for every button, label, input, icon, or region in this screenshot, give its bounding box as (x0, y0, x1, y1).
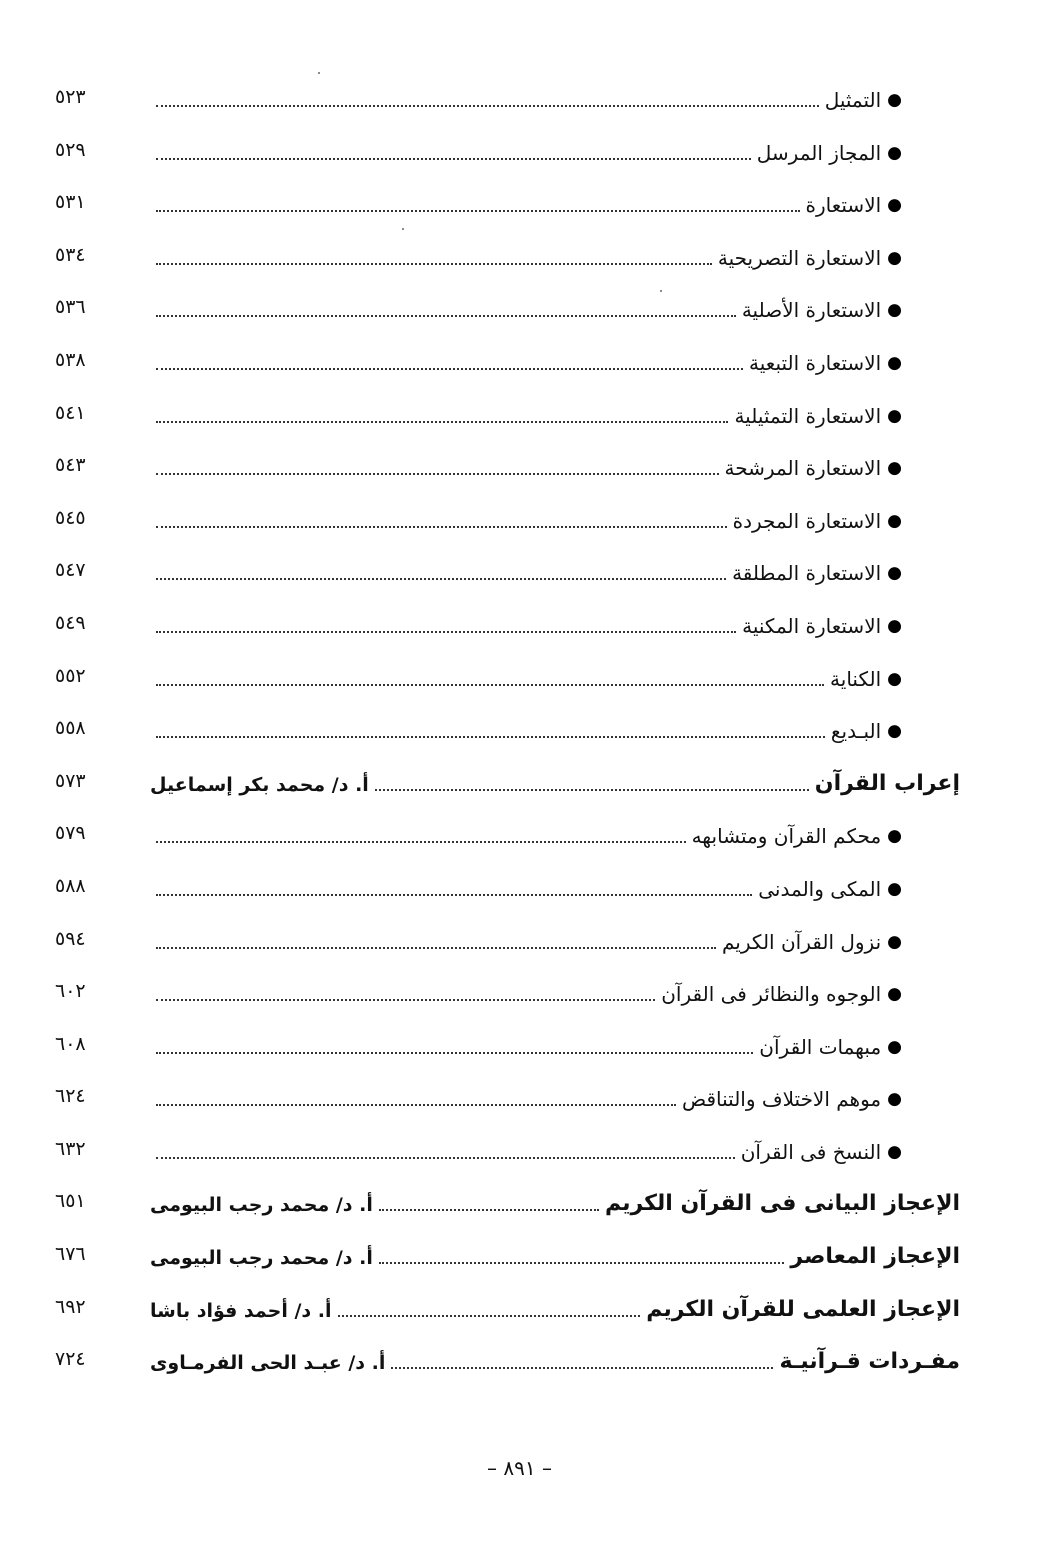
toc-title: محكم القرآن ومتشابهه (691, 824, 882, 849)
toc-title: مفـردات قـرآنيـة (779, 1349, 960, 1375)
dotted-leader (156, 578, 726, 580)
dotted-leader (379, 1262, 785, 1264)
toc-entry-body (150, 659, 902, 695)
bullet-icon: ● (887, 826, 902, 847)
toc-title: الاستعارة المرشحة (724, 456, 882, 481)
toc-page-number: ٥٣٦ (55, 296, 86, 319)
toc-sub-entry (55, 72, 960, 125)
bullet-icon: ● (887, 510, 902, 531)
table-of-contents (55, 72, 960, 1387)
toc-entry-body (150, 869, 902, 905)
toc-entry-body (150, 1079, 902, 1115)
dotted-leader (391, 1367, 773, 1369)
toc-entry-body (150, 1342, 960, 1378)
toc-title: الإعجاز المعاصر (790, 1244, 960, 1270)
toc-page-number: ٥٤٣ (55, 454, 86, 477)
toc-author: أ. د/ عبـد الحى الفرمـاوى (150, 1352, 386, 1375)
toc-title: المجاز المرسل (756, 140, 882, 165)
toc-entry-body (150, 185, 902, 221)
dotted-leader (156, 315, 736, 317)
toc-entry-body (150, 80, 902, 116)
toc-entry-body (150, 816, 902, 852)
bullet-icon: ● (887, 615, 902, 636)
dotted-leader (156, 158, 751, 160)
toc-sub-entry (55, 703, 960, 756)
toc-page-number: ٥٤٧ (55, 559, 86, 582)
bullet-icon: ● (887, 142, 902, 163)
toc-sub-entry (55, 598, 960, 651)
toc-entry-body (150, 711, 902, 747)
toc-page-number: ٥٣١ (55, 191, 86, 214)
toc-page-number: ٥٢٣ (55, 86, 86, 108)
toc-title: نزول القرآن الكريم (721, 929, 882, 954)
dotted-leader (156, 1157, 735, 1159)
toc-title: الإعجاز العلمى للقرآن الكريم (646, 1296, 960, 1322)
toc-author: أ. د/ محمد بكر إسماعيل (150, 773, 369, 796)
toc-entry-body (150, 764, 960, 800)
toc-title: الاستعارة المطلقة (732, 561, 882, 586)
bullet-icon: ● (887, 90, 902, 110)
toc-page-number: ٥٢٩ (55, 138, 86, 161)
toc-title: موهم الاختلاف والتناقض (681, 1087, 882, 1112)
toc-sub-entry (55, 1124, 960, 1177)
toc-entry-body (150, 1027, 902, 1063)
dotted-leader (156, 1052, 753, 1054)
toc-author: أ. د/ محمد رجب البيومى (150, 1247, 373, 1270)
dotted-leader (156, 631, 736, 633)
toc-page-number: ٥٣٨ (55, 348, 86, 371)
toc-entry-body (150, 1290, 960, 1326)
toc-sub-entry (55, 493, 960, 546)
dotted-leader (156, 473, 719, 475)
toc-page-number: ٥٤٥ (55, 506, 86, 529)
toc-entry-body (150, 922, 902, 958)
toc-title: الاستعارة (805, 193, 882, 218)
toc-title: الاستعارة التمثيلية (734, 403, 882, 428)
toc-sub-entry (55, 230, 960, 283)
bullet-icon: ● (887, 984, 902, 1005)
toc-main-entry (55, 1282, 960, 1335)
toc-page-number: ٥٧٣ (55, 769, 86, 792)
toc-sub-entry (55, 388, 960, 441)
toc-title: المكى والمدنى (758, 876, 882, 901)
toc-entry-body (150, 501, 902, 537)
toc-page-number: ٥٣٤ (55, 243, 86, 266)
bullet-icon: ● (887, 668, 902, 689)
toc-title: الاستعارة المكنية (742, 613, 882, 638)
toc-main-entry (55, 1229, 960, 1282)
toc-entry-body (150, 974, 902, 1010)
toc-title: مبهمات القرآن (759, 1034, 882, 1059)
dotted-leader (338, 1315, 641, 1317)
dotted-leader (156, 210, 800, 212)
dotted-leader (156, 263, 712, 265)
bullet-icon: ● (887, 195, 902, 216)
toc-author: أ. د/ محمد رجب البيومى (150, 1194, 373, 1217)
toc-title: الاستعارة التبعية (749, 350, 882, 375)
dotted-leader (156, 105, 819, 107)
toc-title: الوجوه والنظائر فى القرآن (661, 982, 882, 1007)
toc-sub-entry (55, 545, 960, 598)
bullet-icon: ● (887, 931, 902, 952)
toc-sub-entry (55, 861, 960, 914)
toc-page-number: ٥٨٨ (55, 874, 86, 897)
bullet-icon: ● (887, 1141, 902, 1162)
toc-entry-body (150, 343, 902, 379)
toc-page-number: ٦٧٦ (55, 1243, 86, 1266)
toc-entry-body (150, 133, 902, 169)
toc-sub-entry (55, 125, 960, 178)
toc-title: إعراب القرآن (814, 770, 960, 796)
toc-sub-entry (55, 440, 960, 493)
toc-main-entry (55, 1176, 960, 1229)
bullet-icon: ● (887, 405, 902, 426)
toc-entry-body (150, 1132, 902, 1168)
toc-page-number: ٦٠٨ (55, 1032, 86, 1055)
toc-title: التمثيل (824, 88, 882, 112)
bullet-icon: ● (887, 247, 902, 268)
bullet-icon: ● (887, 352, 902, 373)
dotted-leader (156, 999, 655, 1001)
toc-entry-body (150, 396, 902, 432)
toc-main-entry (55, 756, 960, 809)
toc-page-number: ٥٤١ (55, 401, 86, 424)
dotted-leader (156, 684, 824, 686)
dotted-leader (156, 894, 752, 896)
dotted-leader (156, 1104, 676, 1106)
toc-sub-entry (55, 282, 960, 335)
toc-entry-body (150, 606, 902, 642)
bullet-icon: ● (887, 458, 902, 479)
toc-page-number: ٦٠٢ (55, 980, 86, 1003)
toc-sub-entry (55, 335, 960, 388)
toc-author: أ. د/ أحمد فؤاد باشا (150, 1299, 332, 1322)
toc-sub-entry (55, 808, 960, 861)
dotted-leader (156, 421, 728, 423)
toc-title: الإعجاز البيانى فى القرآن الكريم (604, 1191, 960, 1217)
dotted-leader (375, 789, 809, 791)
toc-entry-body (150, 448, 902, 484)
toc-sub-entry (55, 966, 960, 1019)
dotted-leader (156, 526, 727, 528)
toc-page-number: ٦٢٤ (55, 1085, 86, 1108)
dotted-leader (156, 368, 743, 370)
toc-page-number: ٥٩٤ (55, 927, 86, 950)
toc-entry-body (150, 1237, 960, 1273)
toc-entry-body (150, 290, 902, 326)
toc-main-entry (55, 1334, 960, 1387)
toc-title: الاستعارة الأصلية (741, 298, 882, 323)
toc-entry-body (150, 238, 902, 274)
toc-sub-entry (55, 914, 960, 967)
toc-sub-entry (55, 1071, 960, 1124)
bullet-icon: ● (887, 1036, 902, 1057)
toc-page-number: ٧٢٤ (55, 1348, 86, 1371)
toc-entry-body (150, 553, 902, 589)
toc-sub-entry (55, 651, 960, 704)
dotted-leader (156, 947, 716, 949)
dotted-leader (156, 841, 686, 843)
dotted-leader (379, 1209, 599, 1211)
toc-page-number: ٥٧٩ (55, 822, 86, 845)
toc-sub-entry (55, 177, 960, 230)
toc-title: الاستعارة المجردة (732, 508, 882, 533)
bullet-icon: ● (887, 1089, 902, 1110)
bullet-icon: ● (887, 721, 902, 742)
toc-sub-entry (55, 1019, 960, 1072)
bullet-icon: ● (887, 878, 902, 899)
toc-page-number: ٥٥٢ (55, 664, 86, 687)
toc-title: البـديع (830, 719, 882, 744)
dotted-leader (156, 736, 825, 738)
toc-page-number: ٦٩٢ (55, 1295, 86, 1318)
bullet-icon: ● (887, 563, 902, 584)
toc-page-number: ٦٥١ (55, 1190, 86, 1213)
toc-title: النسخ فى القرآن (740, 1139, 882, 1164)
page-number: – ٨٩١ – (487, 1456, 552, 1480)
toc-page-number: ٥٤٩ (55, 611, 86, 634)
toc-title: الاستعارة التصريحية (717, 245, 882, 270)
bullet-icon: ● (887, 300, 902, 321)
toc-page-number: ٦٣٢ (55, 1137, 86, 1160)
toc-title: الكناية (830, 666, 882, 691)
toc-entry-body (150, 1184, 960, 1220)
toc-page-number: ٥٥٨ (55, 717, 86, 740)
